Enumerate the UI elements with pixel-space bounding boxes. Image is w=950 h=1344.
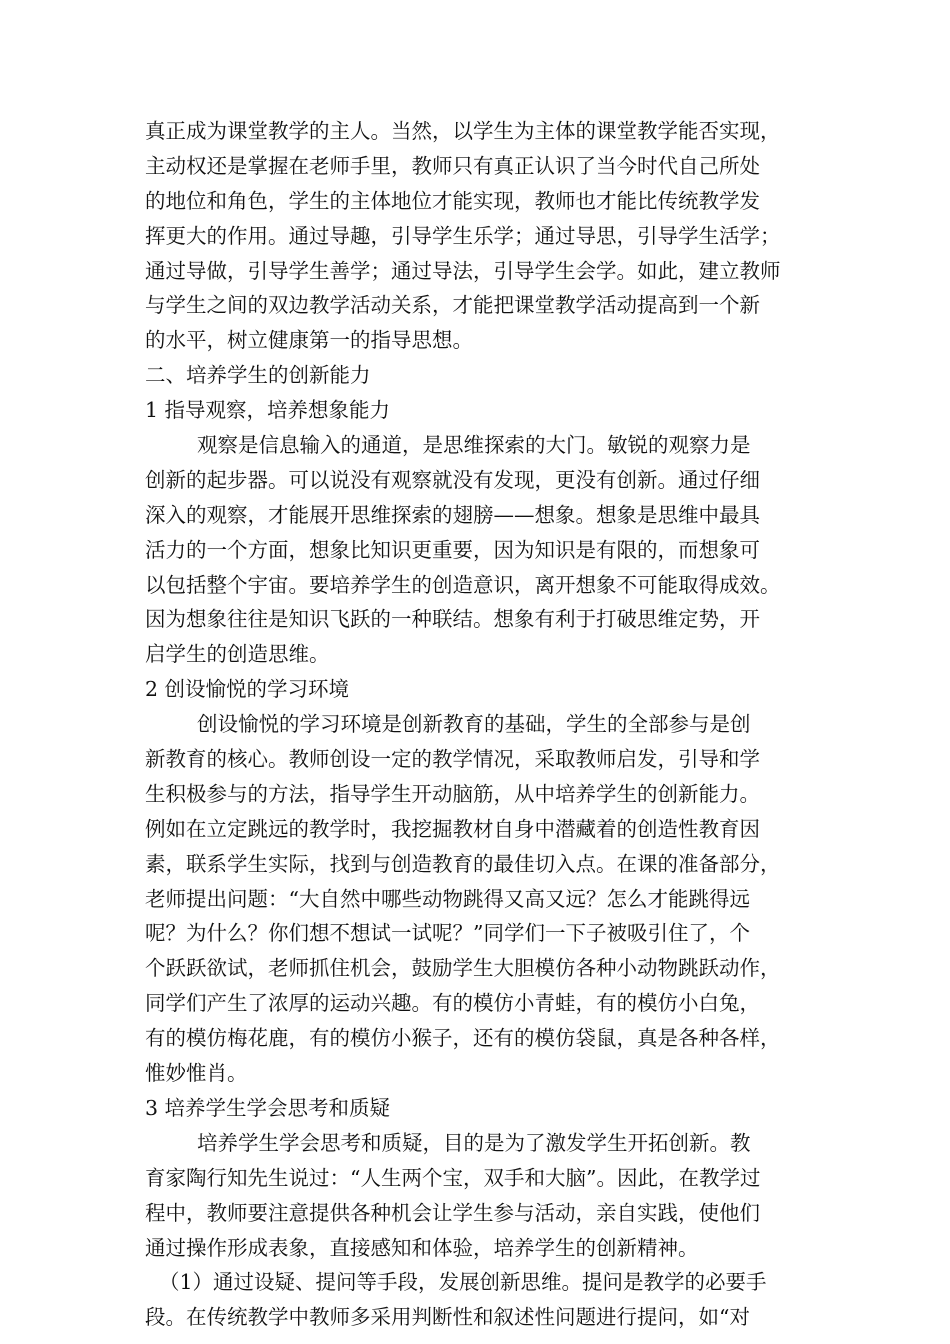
text-line: 同学们产生了浓厚的运动兴趣。有的模仿小青蛙，有的模仿小白兔， <box>145 991 760 1016</box>
text-line: 2 创设愉悦的学习环境 <box>145 677 350 702</box>
text-line: 因为想象往往是知识飞跃的一种联结。想象有利于打破思维定势，开 <box>145 607 760 632</box>
text-line: 的水平，树立健康第一的指导思想。 <box>145 328 473 353</box>
text-line: 段。在传统教学中教师多采用判断性和叙述性问题进行提问，如“对 <box>145 1305 750 1330</box>
text-line: 启学生的创造思维。 <box>145 642 330 667</box>
document-body <box>145 114 810 1335</box>
text-line: 创设愉悦的学习环境是创新教育的基础，学生的全部参与是创 <box>197 712 751 737</box>
text-line: 惟妙惟肖。 <box>145 1061 248 1086</box>
text-line: 培养学生学会思考和质疑，目的是为了激发学生开拓创新。教 <box>197 1130 751 1155</box>
text-line: 有的模仿梅花鹿，有的模仿小猴子，还有的模仿袋鼠，真是各种各样， <box>145 1026 781 1051</box>
text-line: 程中，教师要注意提供各种机会让学生参与活动，亲自实践，使他们 <box>145 1200 760 1225</box>
text-line: 以包括整个宇宙。要培养学生的创造意识，离开想象不可能取得成效。 <box>145 572 781 597</box>
text-line: 活力的一个方面，想象比知识更重要，因为知识是有限的，而想象可 <box>145 537 760 562</box>
text-line: 的地位和角色，学生的主体地位才能实现，教师也才能比传统教学发 <box>145 188 760 213</box>
text-line: 1 指导观察，培养想象能力 <box>145 398 391 423</box>
text-line: 通过导做，引导学生善学；通过导法，引导学生会学。如此，建立教师 <box>145 258 781 283</box>
text-line: 深入的观察，才能展开思维探索的翅膀——想象。想象是思维中最具 <box>145 502 760 527</box>
text-line: 呢？为什么？你们想不想试一试呢？”同学们一下子被吸引住了，个 <box>145 921 750 946</box>
text-line: 例如在立定跳远的教学时，我挖掘教材自身中潜藏着的创造性教育因 <box>145 816 760 841</box>
text-line: 素，联系学生实际，找到与创造教育的最佳切入点。在课的准备部分， <box>145 851 781 876</box>
text-line: 个跃跃欲试，老师抓住机会，鼓励学生大胆模仿各种小动物跳跃动作， <box>145 956 781 981</box>
text-line: 与学生之间的双边教学活动关系，才能把课堂教学活动提高到一个新 <box>145 293 760 318</box>
text-line: 主动权还是掌握在老师手里，教师只有真正认识了当今时代自己所处 <box>145 153 760 178</box>
text-line: 3 培养学生学会思考和质疑 <box>145 1095 391 1120</box>
text-line: 新教育的核心。教师创设一定的教学情况，采取教师启发，引导和学 <box>145 747 760 772</box>
text-line: （1）通过设疑、提问等手段，发展创新思维。提问是教学的必要手 <box>159 1270 767 1295</box>
text-line: 挥更大的作用。通过导趣，引导学生乐学；通过导思，引导学生活学； <box>145 223 781 248</box>
text-line: 真正成为课堂教学的主人。当然，以学生为主体的课堂教学能否实现， <box>145 119 781 143</box>
text-line: 育家陶行知先生说过：“人生两个宝，双手和大脑”。因此，在教学过 <box>145 1165 761 1190</box>
text-line: 生积极参与的方法，指导学生开动脑筋，从中培养学生的创新能力。 <box>145 781 760 806</box>
text-line: 老师提出问题：“大自然中哪些动物跳得又高又远？怎么才能跳得远 <box>145 886 750 911</box>
text-line: 观察是信息输入的通道，是思维探索的大门。敏锐的观察力是 <box>197 433 751 458</box>
text-line: 通过操作形成表象，直接感知和体验，培养学生的创新精神。 <box>145 1235 699 1260</box>
text-line: 二、培养学生的创新能力 <box>145 363 371 388</box>
text-line: 创新的起步器。可以说没有观察就没有发现，更没有创新。通过仔细 <box>145 467 760 492</box>
